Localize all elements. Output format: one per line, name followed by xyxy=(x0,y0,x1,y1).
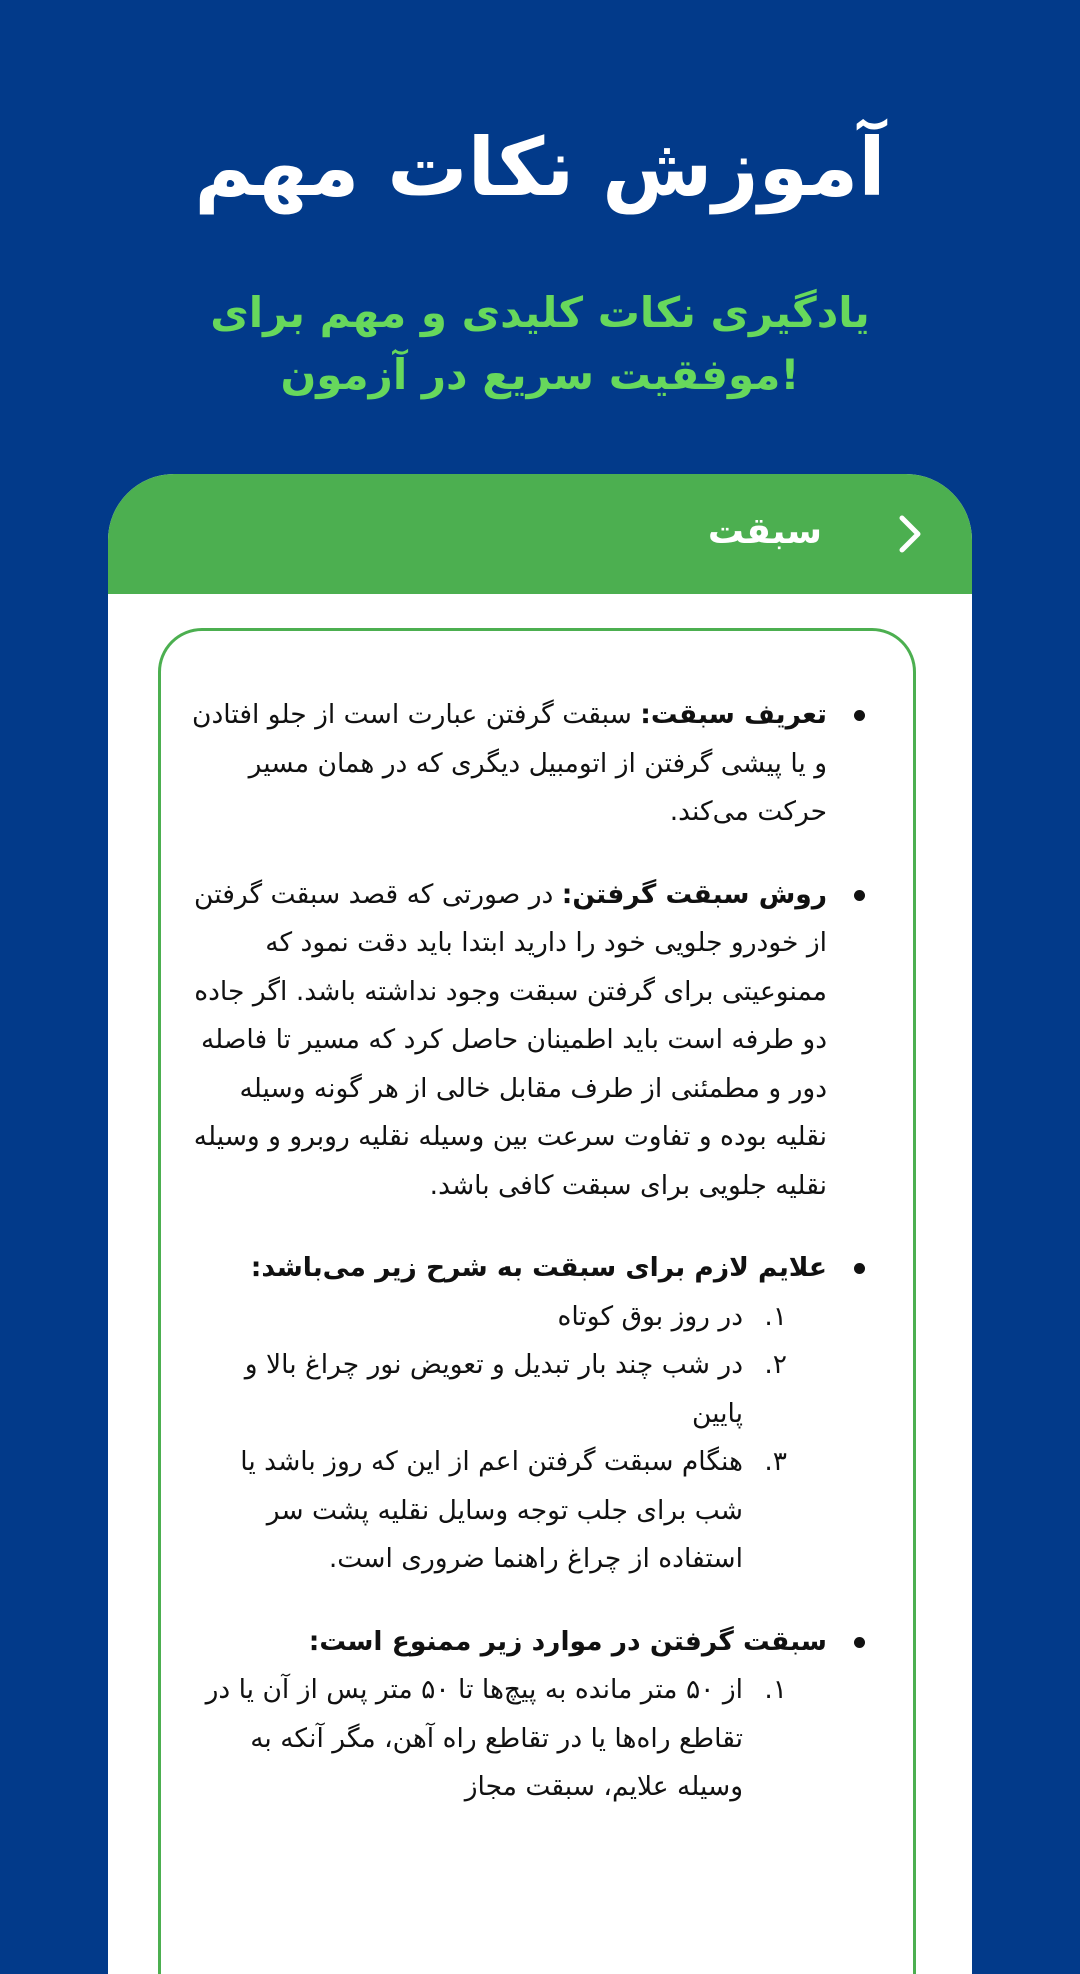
bullet-text: سبقت گرفتن عبارت است از جلو افتادن و یا پیشی گرفتن از اتومبیل دیگری که در همان مسیر حرکت می‌کند. xyxy=(192,699,827,827)
bullet-heading: روش سبقت گرفتن: xyxy=(561,878,827,910)
bullet-method xyxy=(187,871,827,1211)
page-title: آموزش نکات مهم xyxy=(194,121,886,214)
bullet-heading: تعریف سبقت: xyxy=(640,699,827,730)
numbered-list xyxy=(187,1666,827,1812)
list-item-text: هنگام سبقت گرفتن اعم از این که روز باشد یا شب برای جلب توجه وسایل نقلیه پشت سر استفاده از چراغ راهنما ضروری است. xyxy=(240,1446,743,1574)
card-title: سبقت xyxy=(707,511,822,552)
list-item-text: در شب چند بار تبدیل و تعویض نور چراغ بالا و پایین xyxy=(244,1349,743,1429)
list-item-number: ۱. xyxy=(764,1674,787,1705)
bullet-icon xyxy=(854,890,865,901)
bullet-icon xyxy=(854,1637,865,1648)
page-subtitle: یادگیری نکات کلیدی و مهم برای موفقیت سریع در آزمون! xyxy=(210,288,870,399)
list-item-text: در روز بوق کوتاه xyxy=(557,1300,743,1332)
list-item xyxy=(187,1666,827,1812)
lesson-card xyxy=(108,474,972,1974)
bullet-definition xyxy=(187,691,827,837)
list-item xyxy=(187,1293,827,1342)
list-item-number: ۳. xyxy=(764,1446,787,1477)
list-item xyxy=(187,1341,827,1438)
bullet-icon xyxy=(854,710,865,721)
bullet-text: در صورتی که قصد سبقت گرفتن از خودرو جلویی خود را دارید ابتدا باید دقت نمود که ممنوعیتی برای گرفتن سبقت وجود نداشته باشد. اگر جاده دو طرفه است باید اطمینان حاصل کرد که مسیر تا فاصله دور و مطمئنی از طرف مقابل خالی از هر گونه وسیله نقلیه بوده و تفاوت سرعت بین وسیله نقلیه روبرو و وسیله نقلیه جلویی برای سبقت کافی باشد. xyxy=(193,878,827,1201)
list-item-text: از ۵۰ متر مانده به پیچ‌ها تا ۵۰ متر پس از آن یا در تقاطع راه‌ها یا در تقاطع راه آهن، مگر آنکه به وسیله علایم، سبقت مجاز xyxy=(205,1674,743,1802)
bullet-icon xyxy=(854,1263,865,1274)
card-header[interactable] xyxy=(108,474,972,594)
bullet-heading: علایم لازم برای سبقت به شرح زیر می‌باشد: xyxy=(250,1252,827,1283)
bullet-signals xyxy=(187,1244,827,1584)
lesson-content xyxy=(187,691,827,1846)
chevron-right-icon[interactable] xyxy=(888,512,932,556)
numbered-list xyxy=(187,1293,827,1584)
content-box xyxy=(158,628,916,1974)
bullet-heading: سبقت گرفتن در موارد زیر ممنوع است: xyxy=(308,1625,827,1657)
bullet-prohibited xyxy=(187,1618,827,1812)
list-item-number: ۲. xyxy=(764,1349,787,1380)
list-item-number: ۱. xyxy=(764,1300,787,1332)
list-item xyxy=(187,1438,827,1584)
